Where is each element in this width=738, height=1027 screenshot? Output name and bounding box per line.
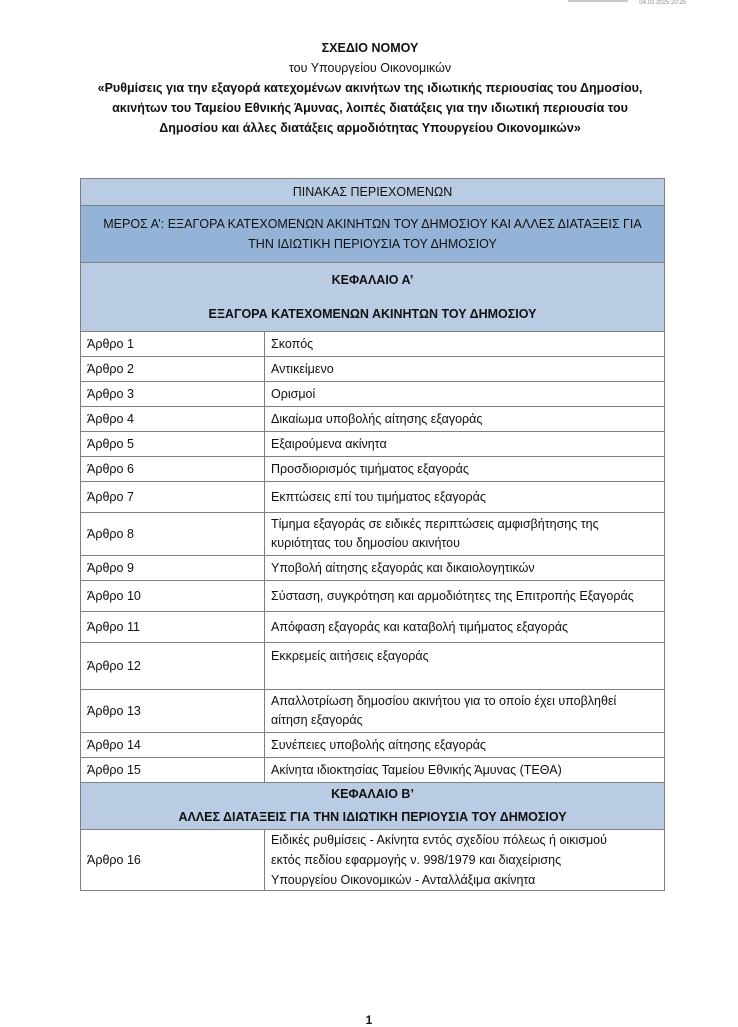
bill-description-line-2: ακινήτων του Ταμείου Εθνικής Άμυνας, λοιπές διατάξεις για την ιδιωτική περιουσία του [112, 101, 628, 115]
article-number: Άρθρο 7 [81, 482, 265, 513]
article-title: Ακίνητα ιδιοκτησίας Ταμείου Εθνικής Άμυνας (ΤΕΘΑ) [265, 758, 665, 783]
document-stamp [568, 0, 686, 10]
article-title: Σκοπός [265, 332, 665, 357]
article-title-line-2: αίτηση εξαγοράς [271, 713, 363, 727]
article-number: Άρθρο 15 [81, 758, 265, 783]
table-row [81, 382, 665, 407]
article-title: Προσδιορισμός τιμήματος εξαγοράς [265, 457, 665, 482]
article-title-line-1: Απαλλοτρίωση δημοσίου ακινήτου για το οποίο έχει υποβληθεί [271, 694, 617, 708]
chapter-a-heading [81, 263, 665, 332]
table-row [81, 556, 665, 581]
article-title-line-2: κυριότητας του δημοσίου ακινήτου [271, 536, 460, 550]
article-number: Άρθρο 4 [81, 407, 265, 432]
table-row [81, 357, 665, 382]
chapter-a-row [81, 263, 665, 332]
part-a-line-1: ΜΕΡΟΣ Α’: ΕΞΑΓΟΡΑ ΚΑΤΕΧΟΜΕΝΩΝ ΑΚΙΝΗΤΩΝ ΤΟΥ ΔΗΜΟΣΙΟΥ ΚΑΙ ΑΛΛΕΣ ΔΙΑΤΑΞΕΙΣ ΓΙΑ [103, 217, 642, 231]
article-number: Άρθρο 2 [81, 357, 265, 382]
article-title: Εξαιρούμενα ακίνητα [265, 432, 665, 457]
document-header [40, 38, 700, 138]
article-title-line-1: Τίμημα εξαγοράς σε ειδικές περιπτώσεις αμφισβήτησης της [271, 517, 599, 531]
article-title: Ορισμοί [265, 382, 665, 407]
table-row [81, 581, 665, 612]
table-row [81, 513, 665, 556]
article-title: Απόφαση εξαγοράς και καταβολή τιμήματος εξαγοράς [265, 612, 665, 643]
article-number: Άρθρο 9 [81, 556, 265, 581]
article-number: Άρθρο 6 [81, 457, 265, 482]
table-row [81, 643, 665, 690]
article-number: Άρθρο 8 [81, 513, 265, 556]
bill-description-line-3: Δημοσίου και άλλες διατάξεις αρμοδιότητας Υπουργείου Οικονομικών» [159, 121, 581, 135]
part-a-line-2: ΤΗΝ ΙΔΙΩΤΙΚΗ ΠΕΡΙΟΥΣΙΑ ΤΟΥ ΔΗΜΟΣΙΟΥ [248, 237, 497, 251]
article-title: Συνέπειες υποβολής αίτησης εξαγοράς [265, 733, 665, 758]
chapter-b-row [81, 783, 665, 830]
article-number: Άρθρο 1 [81, 332, 265, 357]
article-title: Υποβολή αίτησης εξαγοράς και δικαιολογητικών [265, 556, 665, 581]
article-number: Άρθρο 3 [81, 382, 265, 407]
ministry-line: του Υπουργείου Οικονομικών [288, 61, 452, 75]
table-row [81, 758, 665, 783]
article-title-line-3: Υπουργείου Οικονομικών - Ανταλλάξιμα ακίνητα [271, 873, 536, 887]
article-number: Άρθρο 10 [81, 581, 265, 612]
stamp-bar [568, 0, 628, 2]
article-title [265, 513, 665, 556]
table-row [81, 733, 665, 758]
document-title: ΣΧΕΔΙΟ ΝΟΜΟΥ [321, 41, 419, 55]
toc-heading: ΠΙΝΑΚΑΣ ΠΕΡΙΕΧΟΜΕΝΩΝ [81, 179, 665, 206]
stamp-text: 04.02.2025 20:25 [639, 0, 686, 6]
table-row [81, 407, 665, 432]
table-row [81, 457, 665, 482]
table-row [81, 690, 665, 733]
chapter-a-label: ΚΕΦΑΛΑΙΟ Α’ [331, 273, 414, 287]
article-number: Άρθρο 11 [81, 612, 265, 643]
chapter-a-title: ΕΞΑΓΟΡΑ ΚΑΤΕΧΟΜΕΝΩΝ ΑΚΙΝΗΤΩΝ ΤΟΥ ΔΗΜΟΣΙΟΥ [208, 307, 537, 321]
chapter-b-heading [81, 783, 665, 830]
article-title-line-1: Ειδικές ρυθμίσεις - Ακίνητα εντός σχεδίου πόλεως ή οικισμού [271, 833, 607, 847]
article-title: Αντικείμενο [265, 357, 665, 382]
table-row [81, 432, 665, 457]
table-row [81, 482, 665, 513]
part-a-row [81, 206, 665, 263]
toc-heading-row [81, 179, 665, 206]
part-a-heading [81, 206, 665, 263]
table-row [81, 830, 665, 891]
article-title [265, 690, 665, 733]
article-title: Δικαίωμα υποβολής αίτησης εξαγοράς [265, 407, 665, 432]
article-number: Άρθρο 13 [81, 690, 265, 733]
table-row [81, 612, 665, 643]
article-number: Άρθρο 16 [81, 830, 265, 891]
table-row [81, 332, 665, 357]
article-number: Άρθρο 14 [81, 733, 265, 758]
table-of-contents [80, 178, 665, 891]
article-title: Εκπτώσεις επί του τιμήματος εξαγοράς [265, 482, 665, 513]
article-title [265, 830, 665, 891]
article-title: Εκκρεμείς αιτήσεις εξαγοράς [265, 643, 665, 690]
chapter-b-label: ΚΕΦΑΛΑΙΟ Β’ [331, 787, 414, 801]
chapter-b-title: ΑΛΛΕΣ ΔΙΑΤΑΞΕΙΣ ΓΙΑ ΤΗΝ ΙΔΙΩΤΙΚΗ ΠΕΡΙΟΥΣΙΑ ΤΟΥ ΔΗΜΟΣΙΟΥ [178, 810, 567, 824]
article-title: Σύσταση, συγκρότηση και αρμοδιότητες της Επιτροπής Εξαγοράς [265, 581, 665, 612]
article-number: Άρθρο 5 [81, 432, 265, 457]
bill-description-line-1: «Ρυθμίσεις για την εξαγορά κατεχομένων ακινήτων της ιδιωτικής περιουσίας του Δημοσίου, [97, 81, 643, 95]
page-number: 1 [365, 1013, 373, 1027]
article-title-line-2: εκτός πεδίου εφαρμογής ν. 998/1979 και διαχείρισης [271, 853, 562, 867]
article-number: Άρθρο 12 [81, 643, 265, 690]
